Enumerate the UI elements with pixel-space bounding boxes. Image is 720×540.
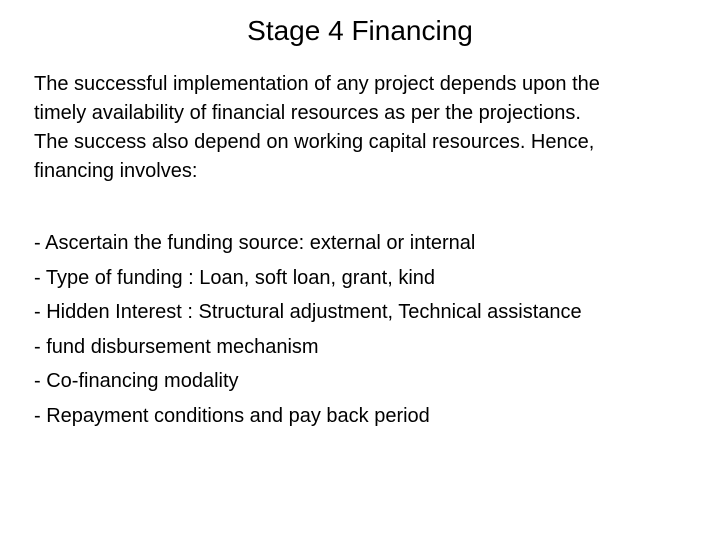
intro-line: timely availability of financial resources as per the projections. [34,102,581,124]
intro-line: financing involves: [34,160,198,182]
intro-line: The success also depend on working capital resources. Hence, [34,131,595,153]
intro-paragraph [34,70,718,186]
intro-line: The successful implementation of any project depends upon the [34,73,600,95]
list-item: - Ascertain the funding source: external or internal [34,232,476,254]
list-item: - Repayment conditions and pay back period [34,404,430,427]
list-item: - Hidden Interest : Structural adjustment, Technical assistance [34,301,582,324]
list-item: - fund disbursement mechanism [34,335,319,358]
list-item: - Co-financing modality [34,370,239,393]
list-item: - Type of funding : Loan, soft loan, grant, kind [34,266,436,289]
financing-steps-list [34,226,718,434]
slide-title: Stage 4 Financing [247,15,473,46]
